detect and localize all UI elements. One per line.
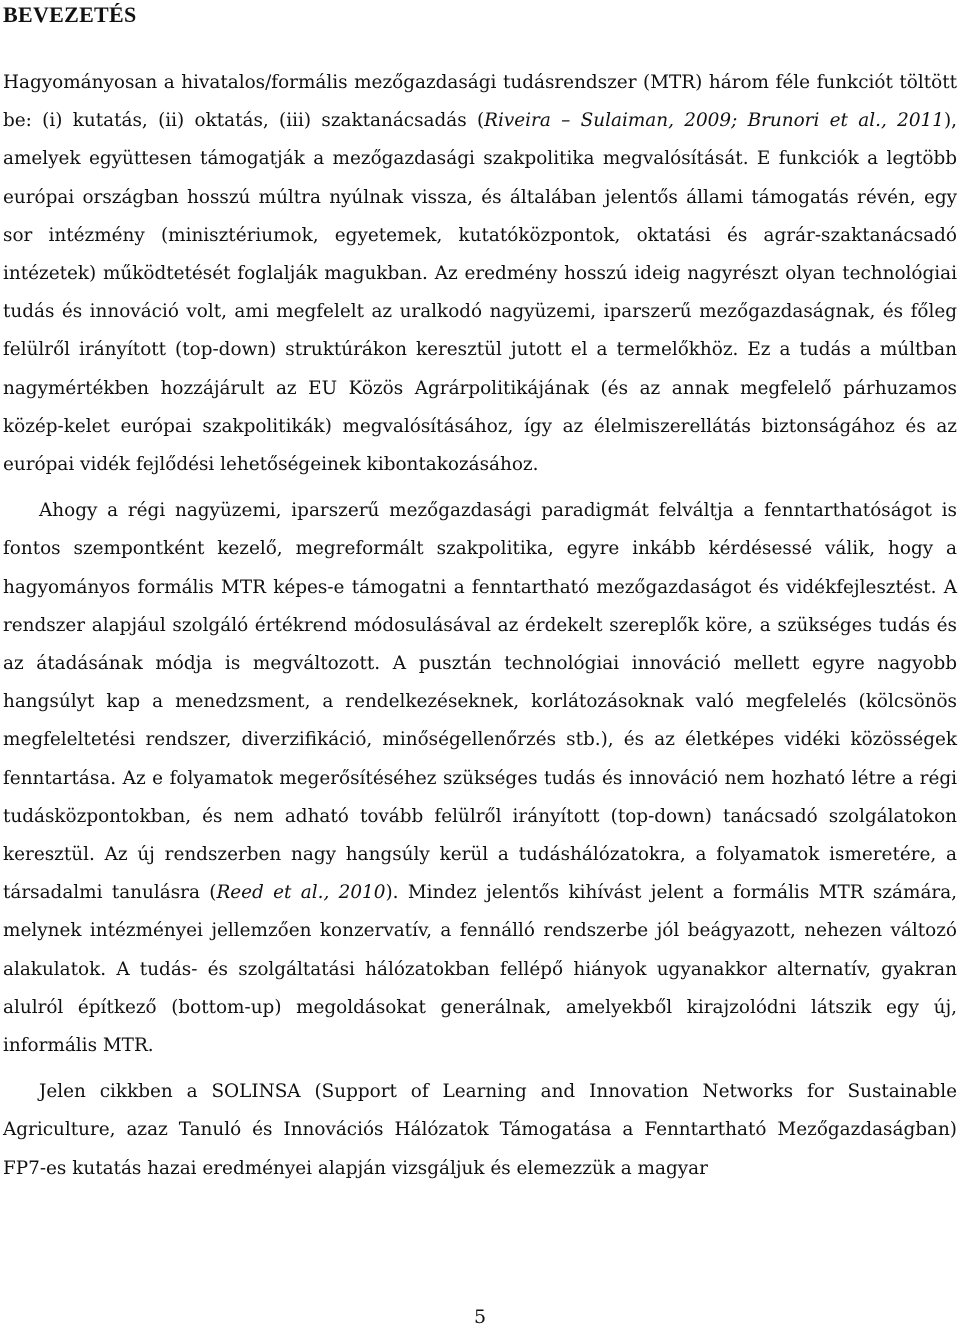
paragraph-2 [3, 492, 957, 1065]
paragraph-1-citation: Riveira – Sulaiman, 2009; Brunori et al., 2011 [484, 110, 944, 132]
paragraph-2-text-b: ). Mindez jelentős kihívást jelent a formális MTR számára, melynek intézményei jellemzően konzervatív, a fennálló rendszerbe jól beágyazott, nehezen változó alakulatok. A tudás- és szolgáltatási hálózatokban fellépő hiányok ugyanakkor alternatív, gyakran alulról építkező (bottom-up) megoldásokat generálnak, amelyekből kirajzolódni látszik egy új, informális MTR. [3, 882, 958, 1057]
paragraph-1 [3, 64, 957, 484]
paragraph-3-text: Jelen cikkben a SOLINSA (Support of Learning and Innovation Networks for Sustainable Agriculture, azaz Tanuló és Innovációs Hálózatok Támogatása a Fenntartható Mezőgazdaságban) FP7-es kutatás hazai eredményei alapján vizsgáljuk és elemezzük a magyar [3, 1081, 957, 1179]
paragraph-1-text-b: ), amelyek együttesen támogatják a mezőgazdasági szakpolitika megvalósítását. E funkciók a legtöbb európai országban hosszú múltra nyúlnak vissza, és általában jelentős állami támogatás révén, egy sor intézmény (minisztériumok, egyetemek, kutatóközpontok, oktatási és agrár-szaktanácsadó intézetek) működtetését foglalják magukban. Az eredmény hosszú ideig nagyrészt olyan technológiai tudás és innováció volt, ami megfelelt az uralkodó nagyüzemi, iparszerű mezőgazdaságnak, és főleg felülről irányított (top-down) struktúrákon keresztül jutott el a termelőkhöz. Ez a tudás a múltban nagymértékben hozzájárult az EU Közös Agrárpolitikájának (és az annak megfelelő párhuzamos közép-kelet európai szakpolitikák) megvalósításához, így az élelmiszerellátás biztonságához és az európai vidék fejlődési lehetőségeinek kibontakozásához. [3, 110, 957, 476]
section-heading: BEVEZETÉS [3, 2, 137, 27]
paragraph-3 [3, 1073, 957, 1188]
paragraph-1-text-a: Hagyományosan a hivatalos/formális mezőgazdasági tudásrendszer (MTR) három féle funkciót töltött be: (i) kutatás, (ii) oktatás, (iii) szaktanácsadás ( [3, 72, 957, 132]
page-number: 5 [473, 1306, 487, 1328]
paragraph-2-citation: Reed et al., 2010 [216, 882, 386, 904]
paragraph-2-text-a: Ahogy a régi nagyüzemi, iparszerű mezőgazdasági paradigmát felváltja a fenntarthatóságot is fontos szempontként kezelő, megreformált szakpolitika, egyre inkább kérdésessé válik, hogy a hagyományos formális MTR képes-e támogatni a fenntartható mezőgazdaságot és vidékfejlesztést. A rendszer alapjául szolgáló értékrend módosulásával az érdekelt szereplők köre, a szükséges tudás és az átadásának módja is megváltozott. A pusztán technológiai innováció mellett egyre nagyobb hangsúlyt kap a menedzsment, a rendelkezéseknek, korlátozásoknak való megfelelés (kölcsönös megfeleltetési rendszer, diverzifikáció, minőségellenőrzés stb.), és az életképes vidéki közösségek fenntartása. Az e folyamatok megerősítéséhez szükséges tudás és innováció nem hozható létre a régi tudásközpontokban, és nem adható tovább felülről irányított (top-down) tanácsadó szolgálatokon keresztül. Az új rendszerben nagy hangsúly kerül a tudáshálózatokra, a folyamatok ismeretére, a társadalmi tanulásra ( [3, 500, 957, 904]
